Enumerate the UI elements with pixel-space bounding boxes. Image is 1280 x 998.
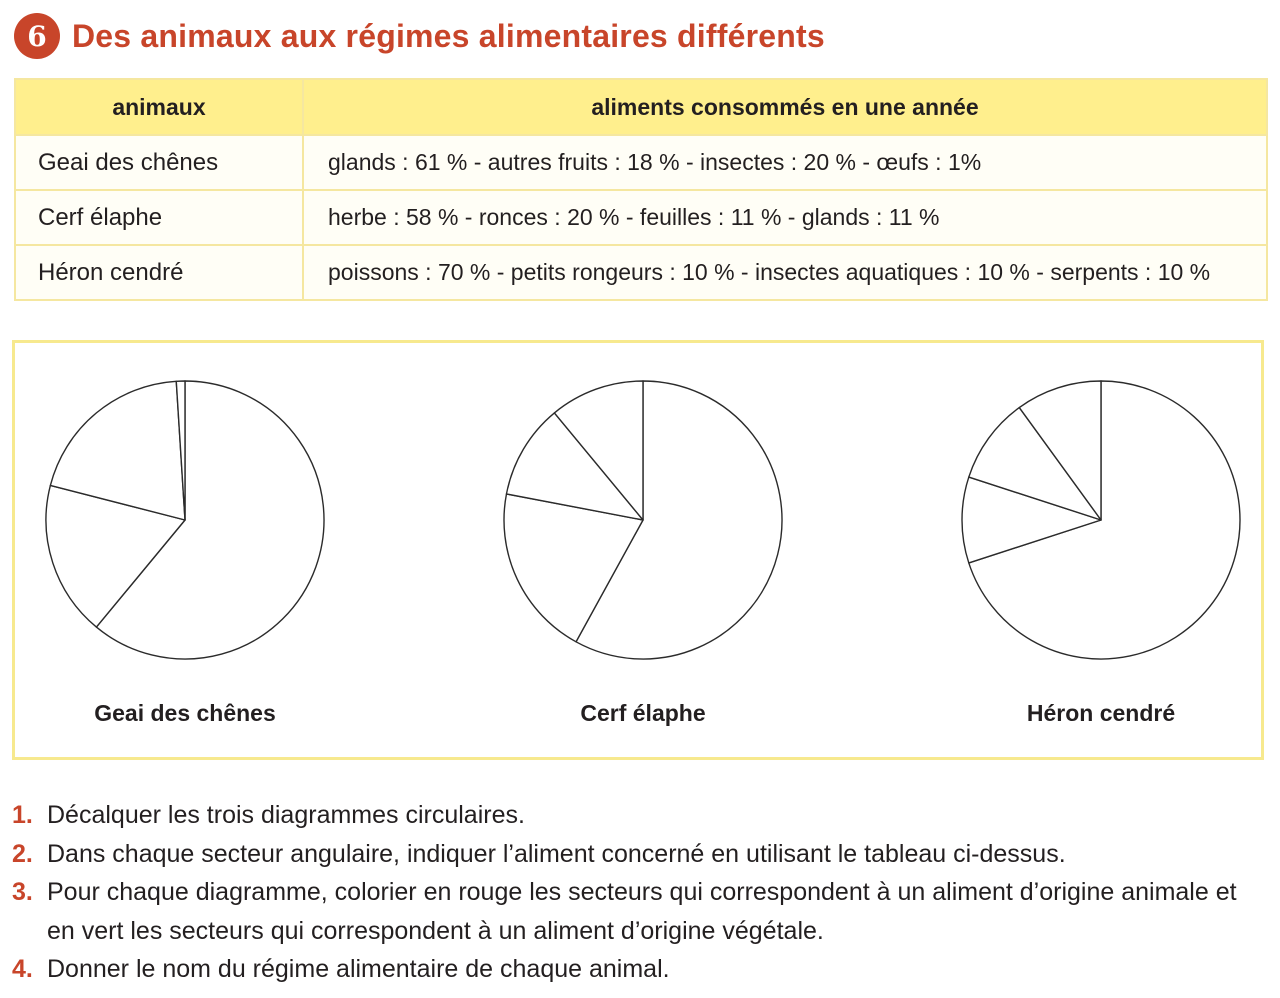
column-header-foods: aliments consommés en une année: [303, 79, 1267, 135]
pie-chart-title: Héron cendré: [1026, 700, 1176, 726]
animal-cell: Héron cendré: [15, 245, 303, 300]
exercise-number-badge: 6: [14, 13, 60, 59]
pie-chart: [962, 381, 1240, 726]
question-number: 3.: [12, 878, 33, 906]
question-item: [12, 835, 1252, 874]
table-row: [15, 135, 1267, 190]
exercise-header: [14, 12, 825, 60]
exercise-title: Des animaux aux régimes alimentaires différents: [72, 17, 825, 54]
question-text: Donner le nom du régime alimentaire de chaque animal.: [47, 955, 670, 983]
pie-charts-svg: [15, 343, 1267, 763]
animal-cell: Cerf élaphe: [15, 190, 303, 245]
table-row: [15, 190, 1267, 245]
foods-cell: herbe : 58 % - ronces : 20 % - feuilles : 11 % - glands : 11 %: [303, 190, 1267, 245]
diet-table: [14, 78, 1268, 301]
question-list: [12, 796, 1252, 989]
question-number: 4.: [12, 955, 33, 983]
question-text: Décalquer les trois diagrammes circulaires.: [47, 801, 525, 829]
pie-chart-title: Geai des chênes: [94, 700, 276, 726]
question-number: 2.: [12, 839, 33, 868]
question-item: [12, 950, 1252, 989]
pie-chart-title: Cerf élaphe: [580, 700, 706, 726]
foods-cell: poissons : 70 % - petits rongeurs : 10 % - insectes aquatiques : 10 % - serpents : 10 %: [303, 245, 1267, 300]
question-number: 1.: [12, 801, 33, 829]
question-item: [12, 873, 1252, 950]
foods-cell: glands : 61 % - autres fruits : 18 % - insectes : 20 % - œufs : 1%: [303, 135, 1267, 190]
animal-cell: Geai des chênes: [15, 135, 303, 190]
pie-chart: [504, 381, 782, 726]
question-item: [12, 796, 1252, 835]
table-row: [15, 245, 1267, 300]
column-header-animals: animaux: [15, 79, 303, 135]
table-header-row: [15, 79, 1267, 135]
pie-chart: [46, 381, 324, 726]
pie-charts-panel: [12, 340, 1264, 760]
question-text: Dans chaque secteur angulaire, indiquer l’aliment concerné en utilisant le tableau ci-dessus.: [47, 839, 1066, 868]
question-text: Pour chaque diagramme, colorier en rouge les secteurs qui correspondent à un aliment d’origine animale et en vert les secteurs qui correspondent à un aliment d’origine végétale.: [47, 878, 1237, 945]
